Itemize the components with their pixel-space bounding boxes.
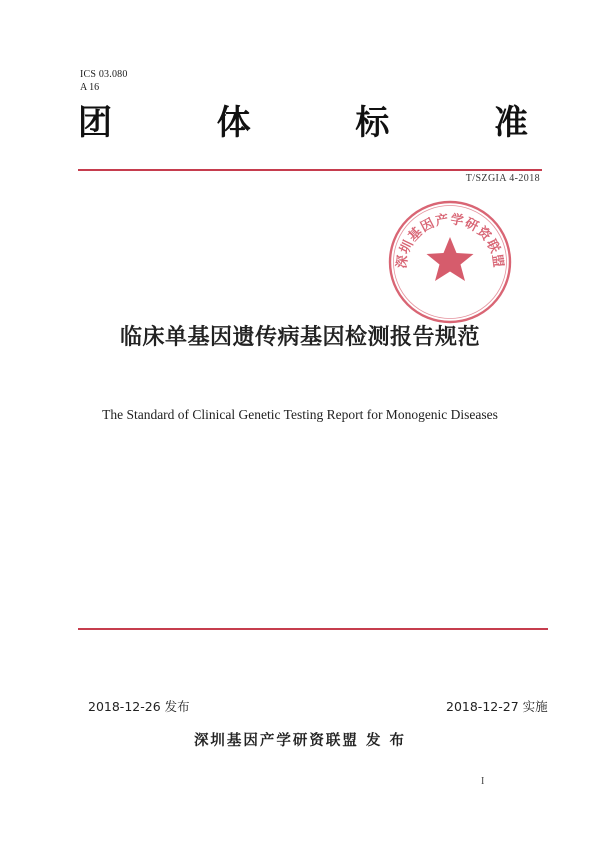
header-rule	[78, 169, 542, 171]
seal-star-icon	[427, 237, 474, 281]
title-char-4: 准	[493, 103, 528, 143]
standard-number: T/SZGIA 4-2018	[465, 173, 540, 184]
document-title-cn: 临床单基因遗传病基因检测报告规范	[119, 325, 480, 350]
effective-date: 2018-12-27 实施	[446, 699, 548, 714]
official-seal-stamp	[385, 197, 515, 327]
document-title-en: The Standard of Clinical Genetic Testing Report for Monogenic Diseases	[102, 407, 498, 422]
page-number: I	[481, 776, 485, 787]
title-char-3: 标	[355, 103, 390, 143]
seal-text: 深圳基因产学研资联盟	[394, 212, 506, 270]
title-char-2: 体	[216, 103, 251, 143]
ics-code: ICS 03.080	[80, 69, 128, 80]
document-type-title	[78, 100, 528, 146]
footer-rule	[78, 628, 548, 630]
issue-date: 2018-12-26 发布	[88, 699, 190, 714]
classification-code: A 16	[80, 82, 100, 93]
publisher: 深圳基因产学研资联盟 发 布	[193, 733, 407, 749]
title-char-1: 团	[78, 103, 112, 143]
